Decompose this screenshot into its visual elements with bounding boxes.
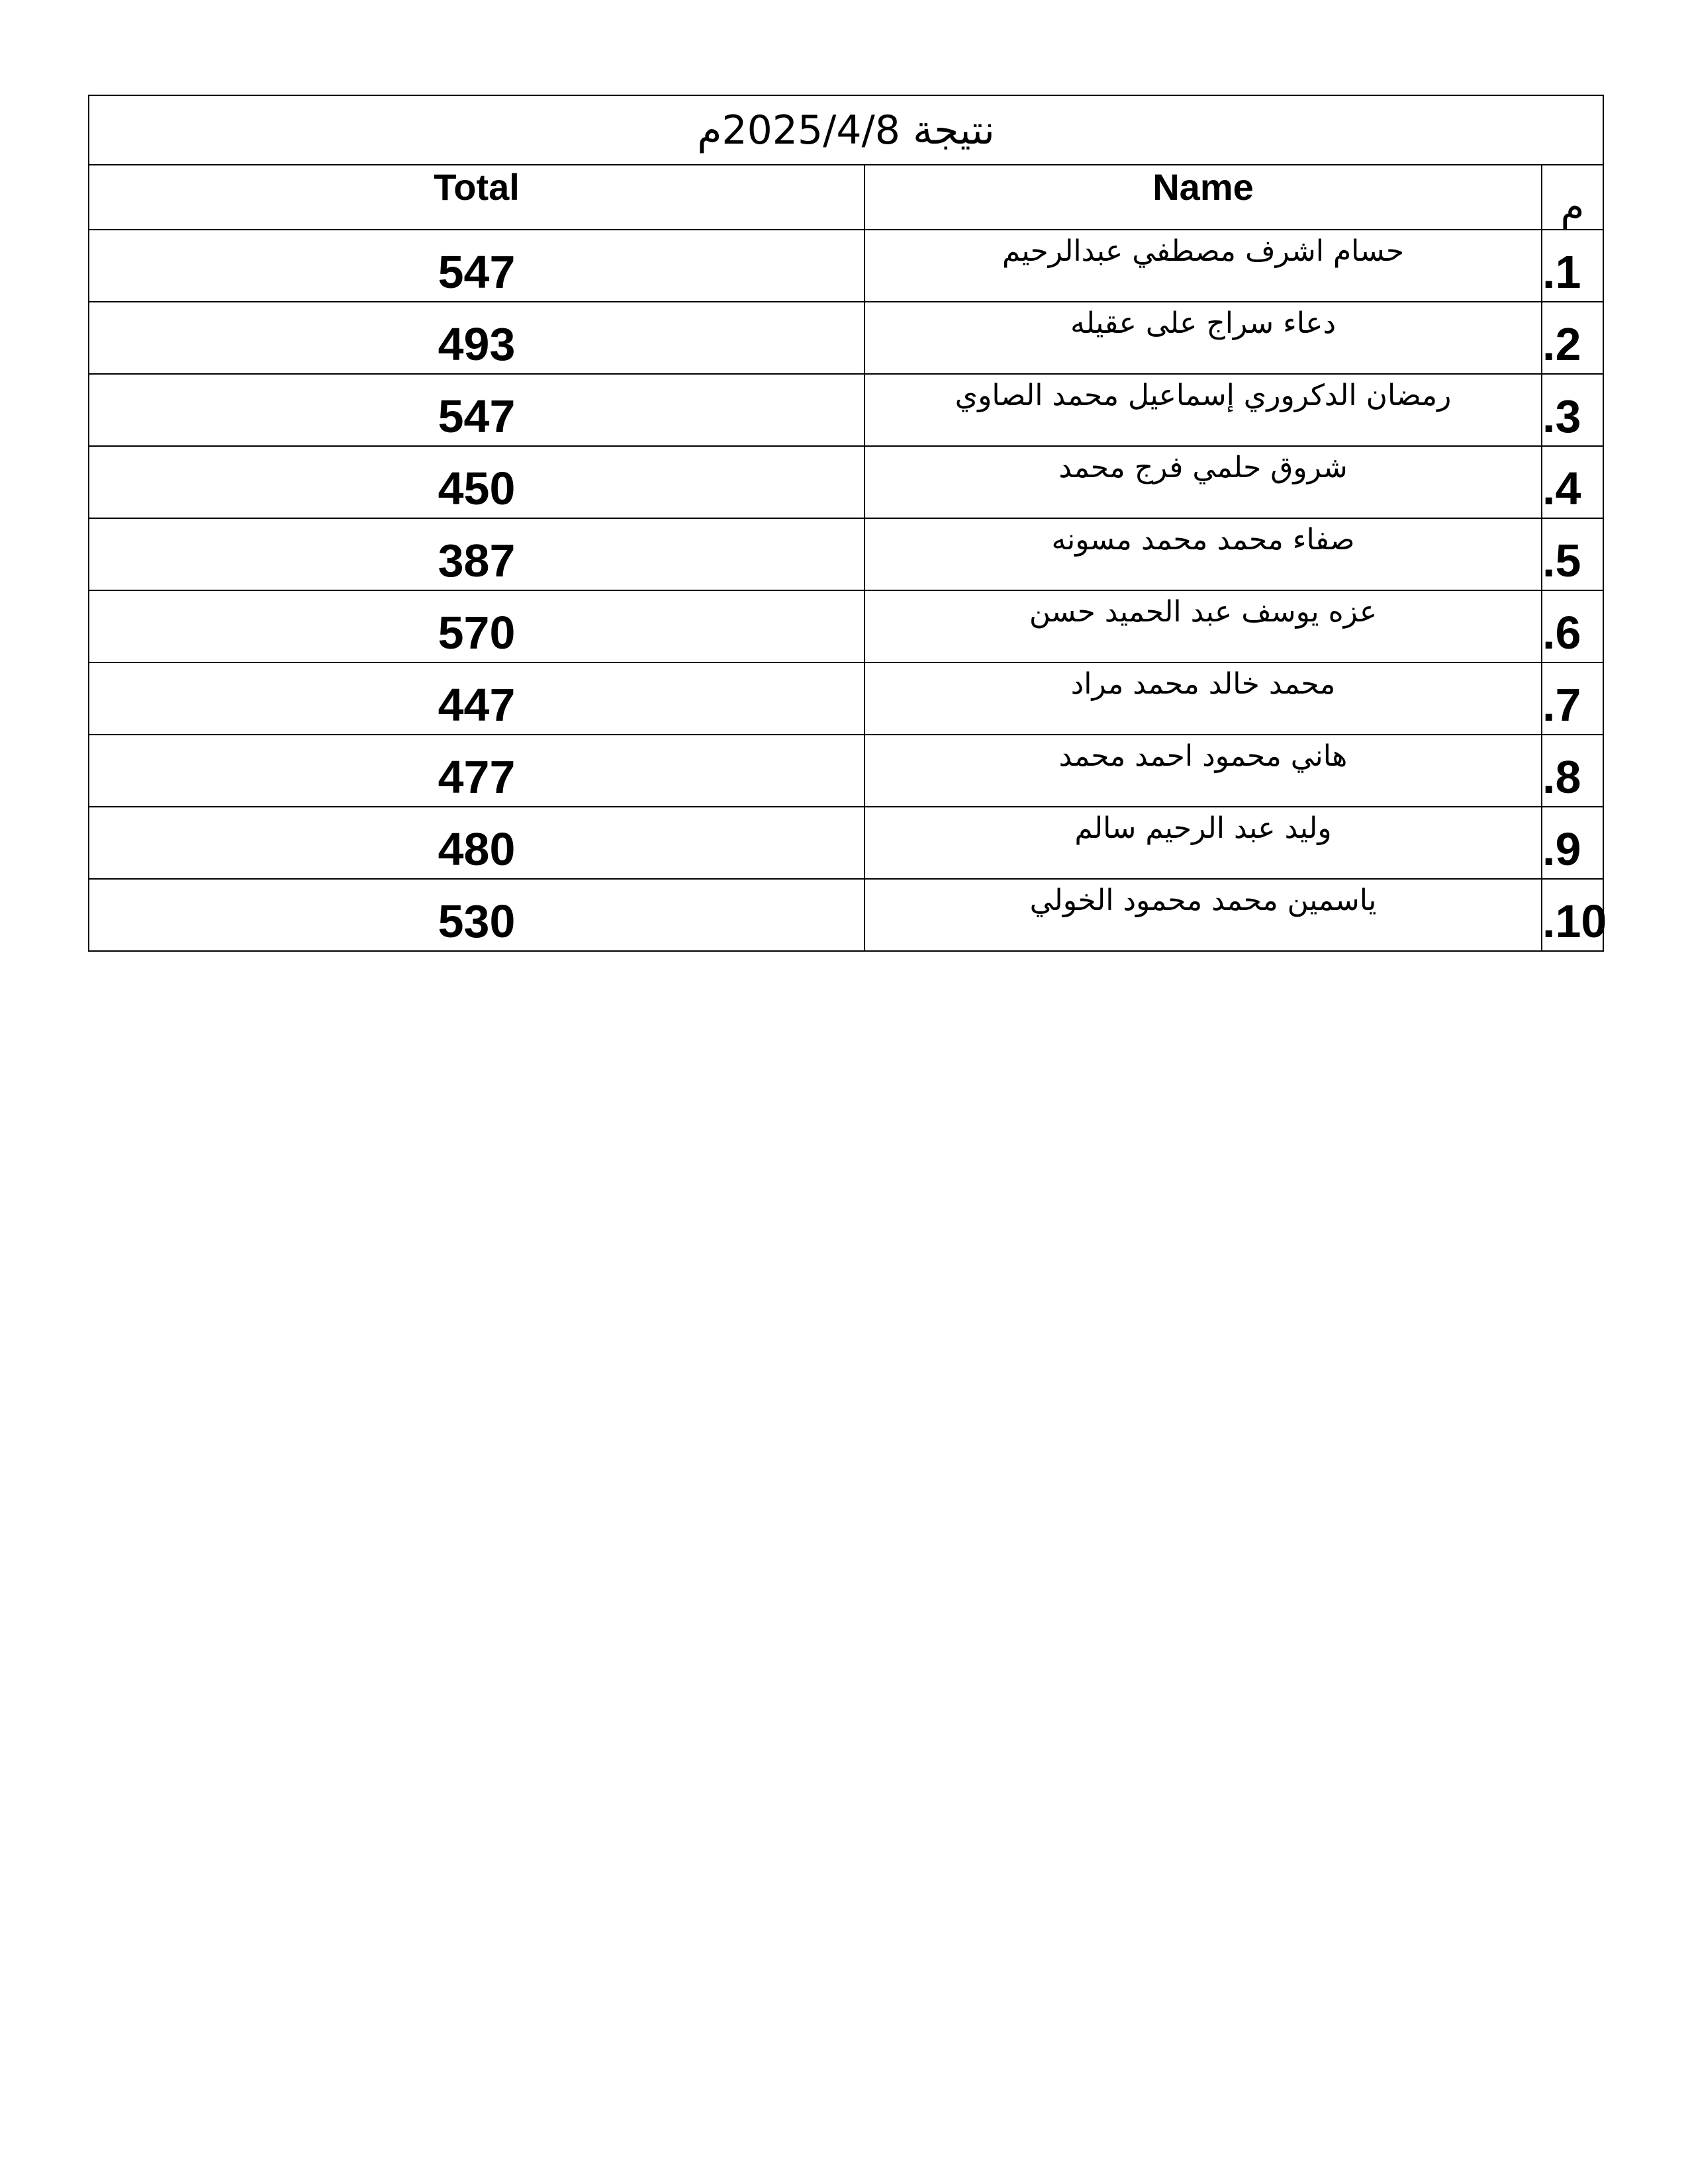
row-number: .2 <box>1542 302 1603 374</box>
header-row <box>89 165 1603 230</box>
header-number: م <box>1542 165 1603 230</box>
table-row <box>89 302 1603 374</box>
table-row <box>89 230 1603 302</box>
table-row <box>89 807 1603 879</box>
row-total: 570 <box>89 590 865 662</box>
row-name: هاني محمود احمد محمد <box>865 735 1542 807</box>
table-row <box>89 374 1603 446</box>
row-name: دعاء سراج على عقيله <box>865 302 1542 374</box>
row-number: .10 <box>1542 879 1603 951</box>
row-total: 547 <box>89 230 865 302</box>
table-row <box>89 518 1603 590</box>
table-row <box>89 446 1603 518</box>
header-name: Name <box>865 165 1542 230</box>
table-row <box>89 590 1603 662</box>
row-name: محمد خالد محمد مراد <box>865 662 1542 735</box>
table-row <box>89 879 1603 951</box>
row-total: 530 <box>89 879 865 951</box>
row-total: 493 <box>89 302 865 374</box>
header-total: Total <box>89 165 865 230</box>
row-number: .6 <box>1542 590 1603 662</box>
table-title: نتيجة 2025/4/8م <box>89 95 1603 165</box>
row-total: 387 <box>89 518 865 590</box>
results-table <box>88 95 1607 952</box>
table-row <box>89 662 1603 735</box>
row-number: .4 <box>1542 446 1603 518</box>
row-total: 447 <box>89 662 865 735</box>
row-number: .9 <box>1542 807 1603 879</box>
row-number: .1 <box>1542 230 1603 302</box>
row-name: عزه يوسف عبد الحميد حسن <box>865 590 1542 662</box>
row-name: شروق حلمي فرج محمد <box>865 446 1542 518</box>
row-total: 480 <box>89 807 865 879</box>
row-total: 477 <box>89 735 865 807</box>
row-total: 450 <box>89 446 865 518</box>
row-name: رمضان الدكروري إسماعيل محمد الصاوي <box>865 374 1542 446</box>
row-number: .3 <box>1542 374 1603 446</box>
title-row <box>89 95 1603 165</box>
row-name: وليد عبد الرحيم سالم <box>865 807 1542 879</box>
row-name: حسام اشرف مصطفي عبدالرحيم <box>865 230 1542 302</box>
row-number: .7 <box>1542 662 1603 735</box>
row-number: .8 <box>1542 735 1603 807</box>
row-number: .5 <box>1542 518 1603 590</box>
table-row <box>89 735 1603 807</box>
row-name: ياسمين محمد محمود الخولي <box>865 879 1542 951</box>
row-name: صفاء محمد محمد مسونه <box>865 518 1542 590</box>
row-total: 547 <box>89 374 865 446</box>
